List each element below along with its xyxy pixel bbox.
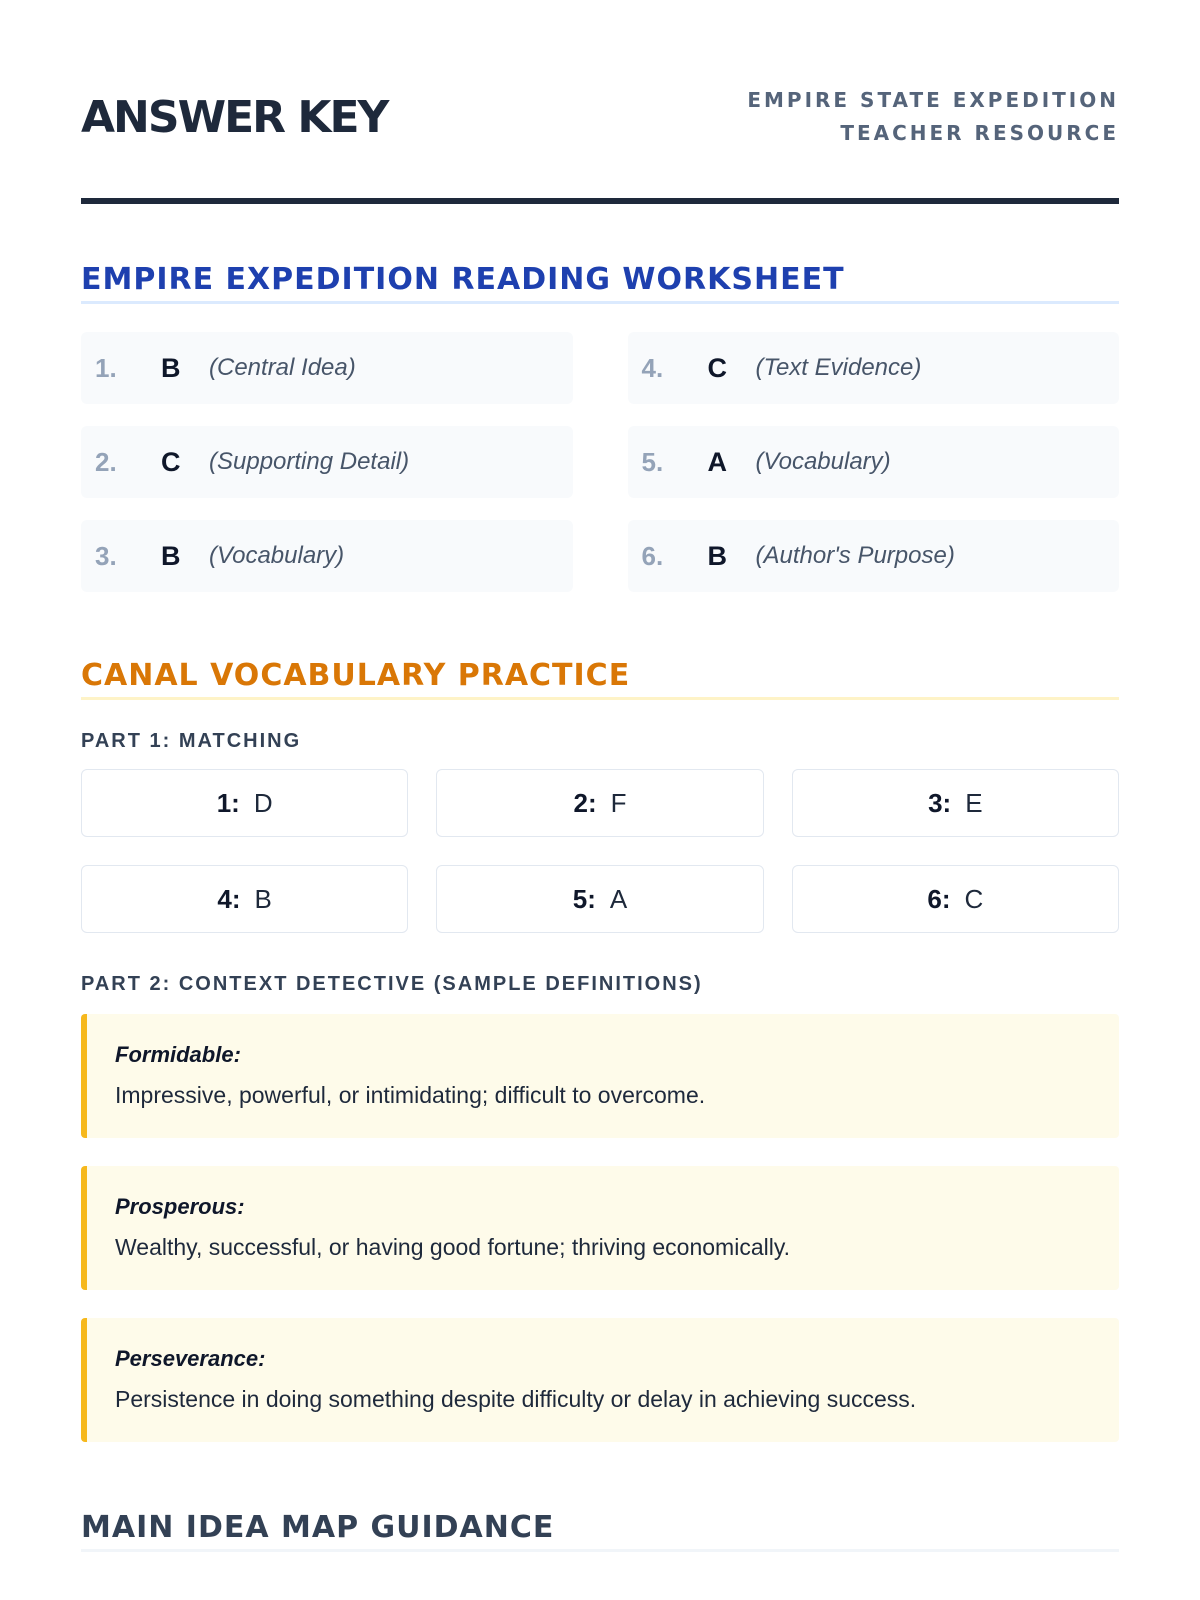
match-letter: B: [254, 883, 272, 914]
resource-label: [747, 84, 1119, 150]
definition-card: [81, 1014, 1119, 1138]
answer-letter: A: [707, 446, 727, 477]
match-letter: E: [965, 787, 983, 818]
answer-number: 1.: [95, 352, 117, 383]
match-letter: D: [253, 787, 273, 818]
reading-answer-card: [628, 332, 1120, 404]
reading-answers-grid: [81, 332, 1119, 592]
answer-skill: (Vocabulary): [755, 448, 891, 475]
context-subheading: PART 2: CONTEXT DETECTIVE (SAMPLE DEFINITIONS): [81, 973, 703, 995]
answer-skill: (Supporting Detail): [209, 448, 410, 475]
match-number: 6:: [927, 883, 951, 914]
answer-number: 6.: [641, 540, 664, 571]
resource-line-2: TEACHER RESOURCE: [840, 121, 1119, 145]
matching-card: [81, 865, 408, 933]
answer-letter: B: [161, 352, 181, 383]
reading-section-heading: EMPIRE EXPEDITION READING WORKSHEET: [81, 262, 1119, 304]
answer-skill: (Author's Purpose): [755, 542, 955, 569]
definition-text: Persistence in doing something despite difficulty or delay in achieving success.: [115, 1386, 917, 1412]
answer-letter: C: [161, 446, 181, 477]
matching-card: [792, 769, 1119, 837]
matching-grid: [81, 769, 1119, 933]
answer-number: 2.: [95, 446, 117, 477]
definition-term: Prosperous:: [115, 1194, 245, 1219]
match-letter: C: [964, 883, 984, 914]
answer-skill: (Text Evidence): [755, 354, 922, 381]
match-number: 5:: [572, 883, 596, 914]
main-idea-section-heading: MAIN IDEA MAP GUIDANCE: [81, 1510, 1119, 1552]
answer-skill: (Vocabulary): [209, 542, 345, 569]
answer-number: 4.: [641, 352, 664, 383]
match-number: 2:: [573, 787, 597, 818]
reading-answer-card: [81, 520, 573, 592]
match-letter: F: [610, 787, 627, 818]
reading-answer-card: [628, 520, 1120, 592]
reading-answer-card: [628, 426, 1120, 498]
reading-answer-card: [81, 332, 573, 404]
answer-number: 3.: [95, 540, 117, 571]
matching-subheading: PART 1: MATCHING: [81, 730, 302, 752]
answer-skill: (Central Idea): [209, 354, 356, 381]
answer-letter: B: [161, 540, 181, 571]
match-number: 3:: [928, 787, 952, 818]
match-number: 1:: [216, 787, 240, 818]
definition-term: Formidable:: [115, 1042, 241, 1067]
matching-card: [792, 865, 1119, 933]
definition-term: Perseverance:: [115, 1346, 266, 1371]
resource-line-1: EMPIRE STATE EXPEDITION: [747, 88, 1119, 112]
page-header: [81, 0, 1119, 204]
vocab-section-heading: CANAL VOCABULARY PRACTICE: [81, 658, 1119, 700]
matching-card: [436, 769, 763, 837]
definition-text: Wealthy, successful, or having good fortune; thriving economically.: [115, 1234, 791, 1260]
match-number: 4:: [217, 883, 241, 914]
matching-card: [81, 769, 408, 837]
definition-card: [81, 1166, 1119, 1290]
answer-letter: C: [707, 352, 727, 383]
definition-text: Impressive, powerful, or intimidating; difficult to overcome.: [115, 1082, 706, 1108]
match-letter: A: [609, 883, 628, 914]
reading-answer-card: [81, 426, 573, 498]
answer-number: 5.: [641, 446, 664, 477]
answer-letter: B: [707, 540, 727, 571]
page-title: ANSWER KEY: [81, 92, 388, 143]
definition-card: [81, 1318, 1119, 1442]
matching-card: [436, 865, 763, 933]
